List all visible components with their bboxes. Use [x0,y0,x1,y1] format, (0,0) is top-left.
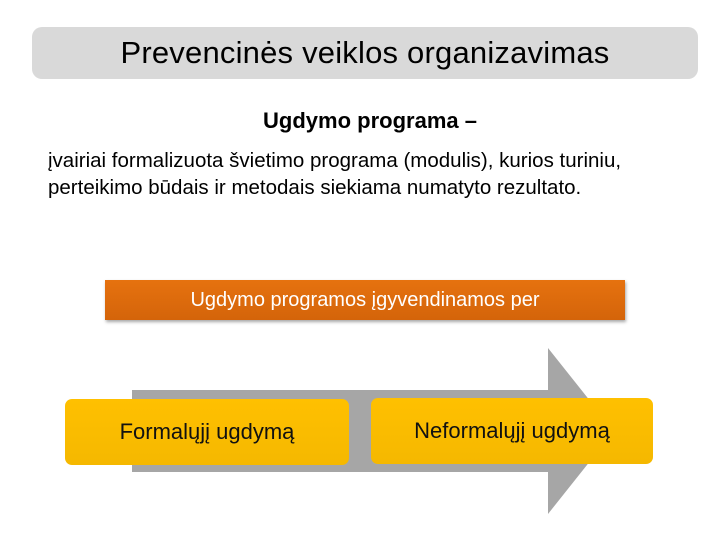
option-box-formal [65,399,349,465]
banner-text: Ugdymo programos įgyvendinamos per [190,288,540,311]
option-label-nonformal: Neformalųjį ugdymą [414,418,610,443]
page-title: Prevencinės veiklos organizavimas [120,35,610,70]
option-box-nonformal [371,398,653,464]
definition-text: įvairiai formalizuota švietimo programa (modulis), kurios turiniu, perteikimo būdais ir metodais siekiama numatyto rezultato. [48,149,622,199]
option-label-formal: Formalųjį ugdymą [119,419,295,444]
subtitle: Ugdymo programa – [263,108,477,133]
